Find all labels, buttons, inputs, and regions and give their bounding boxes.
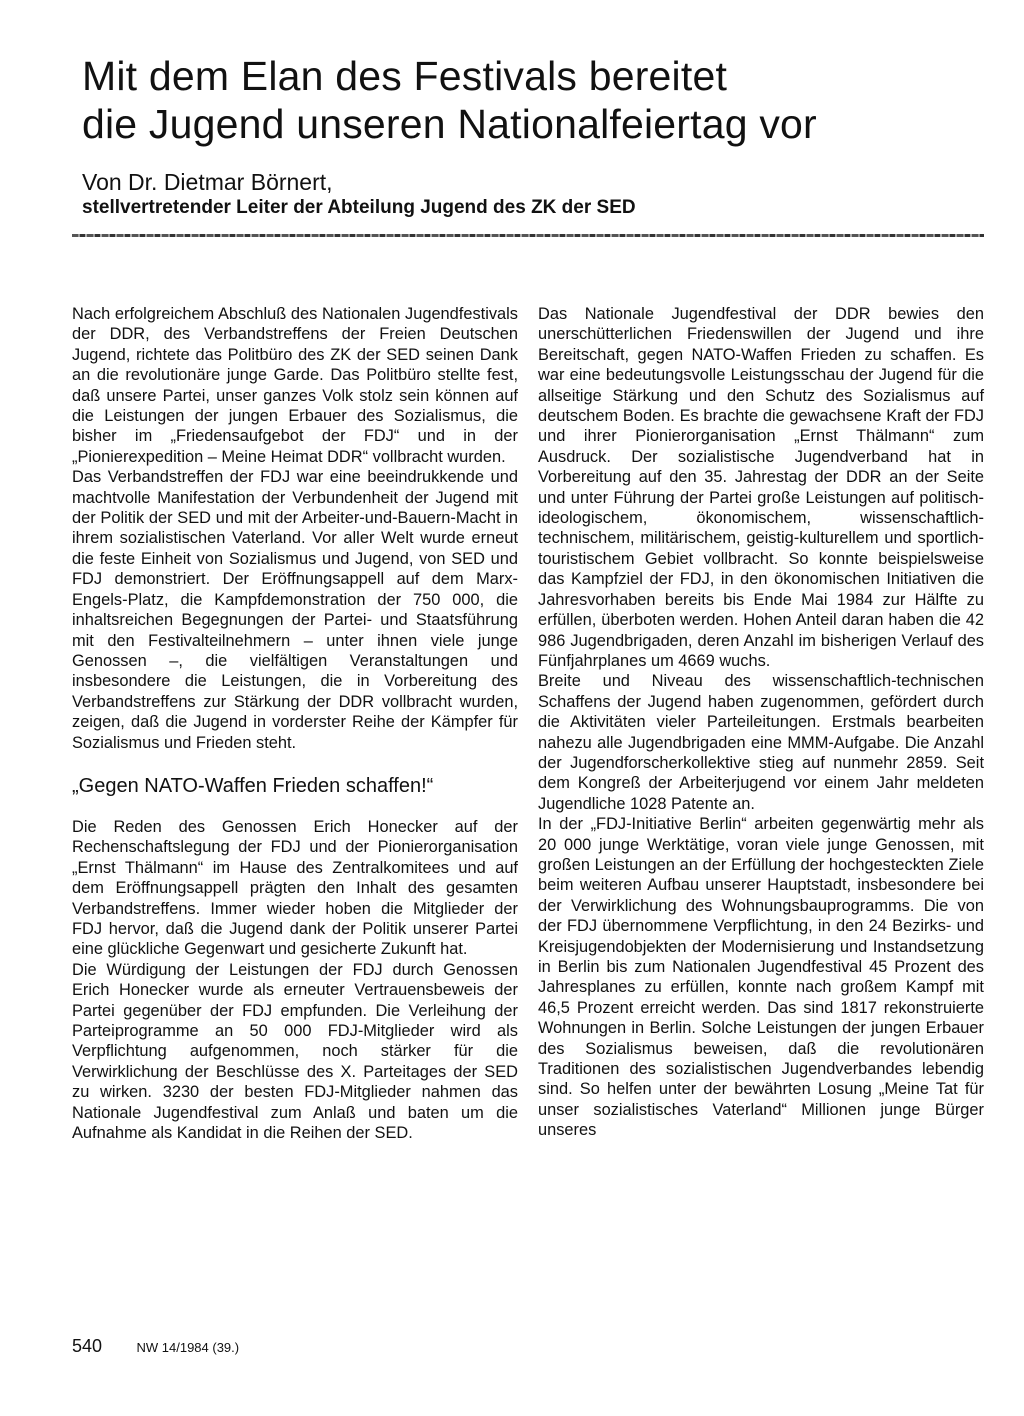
title-line-2: die Jugend unseren Nationalfeiertag vor — [82, 101, 817, 147]
header-divider — [72, 234, 984, 237]
paragraph: Die Würdigung der Leistungen der FDJ durch Genossen Erich Honecker wurde als erneuter Vertrauensbeweis der Partei gegenüber der FDJ empfunden. Die Verleihung der Parteiprogramme an 50 000 FDJ-Mitglieder wird als Verpflichtung aufgenommen, noch stärker für die Verwirklichung der Beschlüsse des X. Parteitages der SED zu wirken. 3230 der besten FDJ-Mitglieder nahmen das Nationale Jugendfestival zum Anlaß und baten um die Aufnahme als Kandidat in die Reihen der SED. — [72, 960, 518, 1143]
section-heading: „Gegen NATO-Waffen Frieden schaffen!“ — [72, 774, 434, 797]
author-role: stellvertretender Leiter der Abteilung Jugend des ZK der SED — [82, 197, 636, 218]
left-column — [72, 304, 518, 1143]
title-line-1: Mit dem Elan des Festivals bereitet — [82, 53, 728, 99]
article-title — [82, 52, 1002, 148]
paragraph: Nach erfolgreichem Abschluß des Nationalen Jugendfestivals der DDR, des Verbandstreffens der Freien Deutschen Jugend, richtete das Politbüro des ZK der SED seinen Dank an die revolutionäre junge Garde. Das Politbüro stellte fest, daß unsere Partei, unser ganzes Volk stolz sein können auf die Leistungen der jungen Erbauer des Sozialismus, die bisher im „Friedensaufgebot der FDJ“ und in der „Pionierexpedition – Meine Heimat DDR“ vollbracht wurden. — [72, 305, 518, 466]
right-column — [538, 304, 984, 1141]
paragraph: Das Nationale Jugendfestival der DDR bewies den unerschütterlichen Friedenswillen der Jugend und ihre Bereitschaft, gegen NATO-Waffen Frieden zu schaffen. Es war eine bedeutungsvolle Leistungsschau der Jugend für die allseitige Stärkung und den Schutz des Sozialismus auf deutschem Boden. Es brachte die gewachsene Kraft der FDJ und ihrer Pionierorganisation „Ernst Thälmann“ zum Ausdruck. Der sozialistische Jugendverband hat in Vorbereitung auf den 35. Jahrestag der DDR an der Seite und unter Führung der Partei große Leistungen auf politisch-ideologischem, ökonomischem, wissenschaftlich-technischem, militärischem, geistig-kulturellem und sportlich-touristischem Gebiet vollbracht. So konnte beispielsweise das Kampfziel der FDJ, in den ökonomischen Initiativen die Jahresvorhaben bereits bis Ende Mai 1984 zur Hälfte zu erfüllen, überboten werden. Hohen Anteil daran haben die 42 986 Jugendbrigaden, deren Anzahl im bisherigen Verlauf des Fünfjahrplanes um 4669 wuchs. — [538, 305, 984, 670]
paragraph: Breite und Niveau des wissenschaftlich-technischen Schaffens der Jugend haben zugenommen, gefördert durch die Aktivitäten vieler Parteileitungen. Erstmals bearbeiten nahezu alle Jugendbrigaden eine MMM-Aufgabe. Die Anzahl der Jugendforscherkollektive stieg auf nunmehr 2859. Seit dem Kongreß der Arbeiterjugend vor einem Jahr meldeten Jugendliche 1028 Patente an. — [538, 672, 984, 813]
page-footer — [72, 1336, 239, 1357]
paragraph: Das Verbandstreffen der FDJ war eine beeindrukkende und machtvolle Manifestation der Verbundenheit der Jugend mit der Politik der SED und mit der Arbeiter-und-Bauern-Macht in ihrem sozialistischen Vaterland. Vor aller Welt wurde erneut die feste Einheit von Sozialismus und Jugend, von SED und FDJ demonstriert. Der Eröffnungsappell auf dem Marx-Engels-Platz, die Kampfdemonstration der 750 000, die inhaltsreichen Begegnungen der Partei- und Staatsführung mit den Festivalteilnehmern – unter ihnen viele junge Genossen –, die vielfältigen Veranstaltungen und insbesondere die Leistungen, die in Vorbereitung des Verbandstreffens zur Stärkung der DDR vollbracht wurden, zeigen, daß die Jugend in vorderster Reihe der Kämpfer für Sozialismus und Frieden steht. — [72, 468, 518, 752]
issue-reference: NW 14/1984 (39.) — [136, 1340, 240, 1355]
paragraph: In der „FDJ-Initiative Berlin“ arbeiten gegenwärtig mehr als 20 000 junge Werktätige, voran viele junge Genossen, mit großen Leistungen an der Erfüllung der hochgesteckten Ziele beim weiteren Aufbau unserer Hauptstadt, insbesondere bei der Verwirklichung des Wohnungsbauprogramms. Die von der FDJ übernommene Verpflichtung, in den 24 Bezirks- und Kreisjugendobjekten der Modernisierung und Instandsetzung in Berlin bis zum Nationalen Jugendfestival 45 Prozent des Jahresplanes zu erfüllen, konnte nach großem Kampf mit 46,5 Prozent erreicht werden. Das sind 1817 rekonstruierte Wohnungen in Berlin. Solche Leistungen der jungen Erbauer des Sozialismus beweisen, daß die revolutionären Traditionen des sozialistischen Jugendverbandes lebendig sind. So helfen unter der bewährten Losung „Meine Tat für unser sozialistisches Vaterland“ Millionen junge Bürger unseres — [538, 815, 984, 1140]
author-name: Von Dr. Dietmar Börnert, — [82, 169, 333, 195]
page-number: 540 — [72, 1336, 103, 1356]
paragraph: Die Reden des Genossen Erich Honecker auf der Rechenschaftslegung der FDJ und der Pionierorganisation „Ernst Thälmann“ im Hause des Zentralkomitees und auf dem Eröffnungsappell prägten den Inhalt des gesamten Verbandstreffens. Immer wieder hoben die Mitglieder der FDJ hervor, daß die Jugend dank der Politik unserer Partei eine glückliche Gegenwart und gesicherte Zukunft hat. — [72, 817, 518, 959]
